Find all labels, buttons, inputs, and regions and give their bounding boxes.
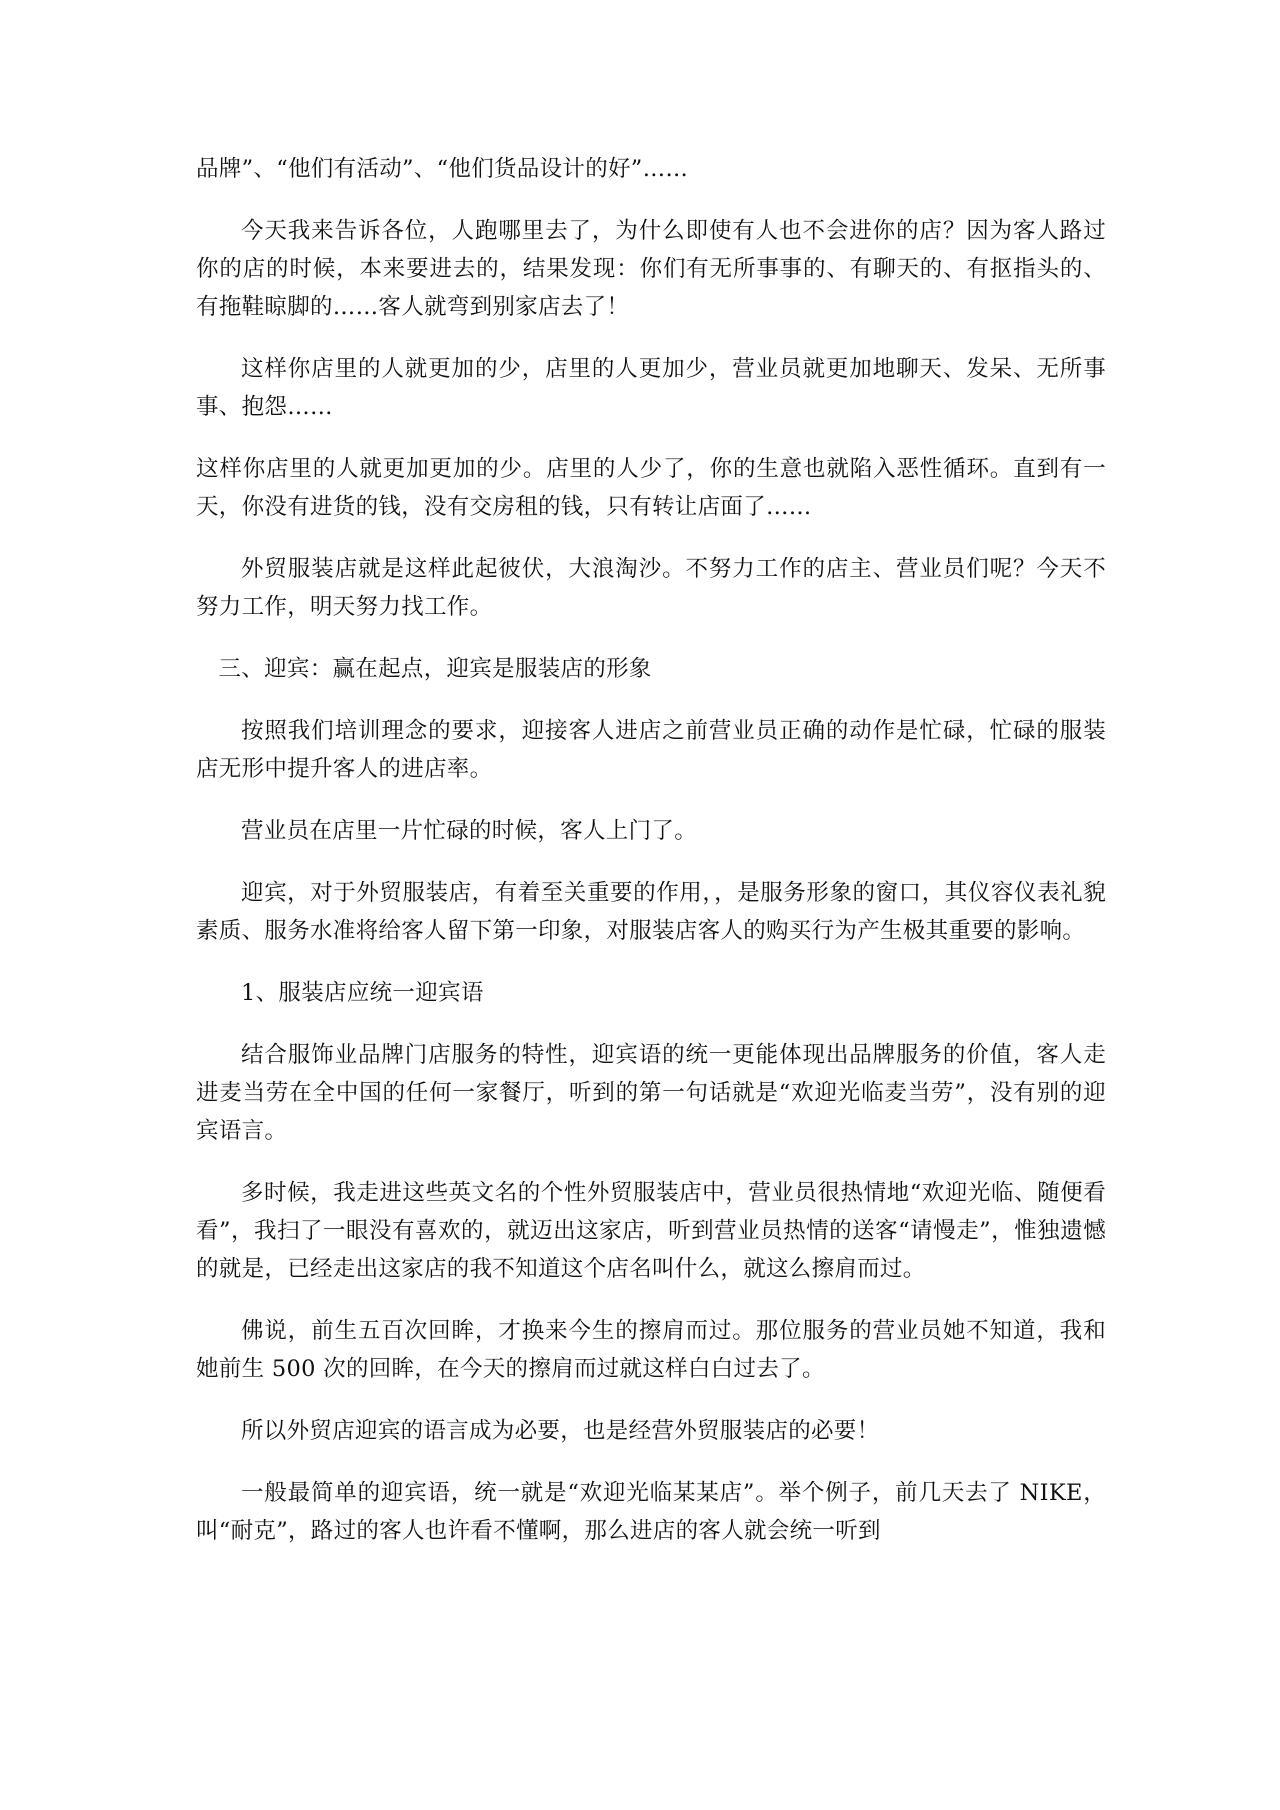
paragraph-13: 佛说，前生五百次回眸，才换来今生的擦肩而过。那位服务的营业员她不知道，我和她前生 500 次的回眸，在今天的擦肩而过就这样白白过去了。 (196, 1318, 1106, 1382)
paragraph-5: 外贸服装店就是这样此起彼伏，大浪淘沙。不努力工作的店主、营业员们呢？今天不努力工作，明天努力找工作。 (196, 556, 1106, 620)
paragraph-3: 这样你店里的人就更加的少，店里的人更加少，营业员就更加地聊天、发呆、无所事事、抱怨…… (196, 356, 1106, 420)
paragraph-12: 多时候，我走进这些英文名的个性外贸服装店中，营业员很热情地“欢迎光临、随便看看”，我扫了一眼没有喜欢的，就迈出这家店，听到营业员热情的送客“请慢走”，惟独遗憾的就是，已经走出这家店的我不知道这个店名叫什么，就这么擦肩而过。 (196, 1180, 1106, 1282)
paragraph-9: 迎宾，对于外贸服装店，有着至关重要的作用，，是服务形象的窗口，其仪容仪表礼貌素质、服务水准将给客人留下第一印象，对服装店客人的购买行为产生极其重要的影响。 (196, 880, 1106, 944)
section-heading-3: 三、迎宾：赢在起点，迎宾是服装店的形象 (218, 656, 652, 682)
paragraph-15: 一般最简单的迎宾语，统一就是“欢迎光临某某店”。举个例子，前几天去了 NIKE，叫“耐克”，路过的客人也许看不懂啊，那么进店的客人就会统一听到 (196, 1480, 1106, 1544)
paragraph-11: 结合服饰业品牌门店服务的特性，迎宾语的统一更能体现出品牌服务的价值，客人走进麦当劳在全中国的任何一家餐厅，听到的第一句话就是“欢迎光临麦当劳”，没有别的迎宾语言。 (196, 1042, 1106, 1144)
paragraph-2: 今天我来告诉各位，人跑哪里去了，为什么即使有人也不会进你的店？因为客人路过你的店的时候，本来要进去的，结果发现：你们有无所事事的、有聊天的、有抠指头的、有拖鞋晾脚的……客人就弯到别家店去了！ (196, 218, 1106, 320)
paragraph-1: 品牌”、“他们有活动”、“他们货品设计的好”…… (196, 156, 689, 182)
document-body (196, 150, 1106, 1574)
paragraph-14: 所以外贸店迎宾的语言成为必要，也是经营外贸服装店的必要！ (241, 1418, 880, 1444)
subheading-1: 1、服装店应统一迎宾语 (241, 980, 484, 1006)
paragraph-8: 营业员在店里一片忙碌的时候，客人上门了。 (241, 818, 698, 844)
paragraph-4: 这样你店里的人就更加更加的少。店里的人少了，你的生意也就陷入恶性循环。直到有一天，你没有进货的钱，没有交房租的钱，只有转让店面了…… (196, 456, 1106, 520)
paragraph-7: 按照我们培训理念的要求，迎接客人进店之前营业员正确的动作是忙碌，忙碌的服装店无形中提升客人的进店率。 (196, 718, 1106, 782)
